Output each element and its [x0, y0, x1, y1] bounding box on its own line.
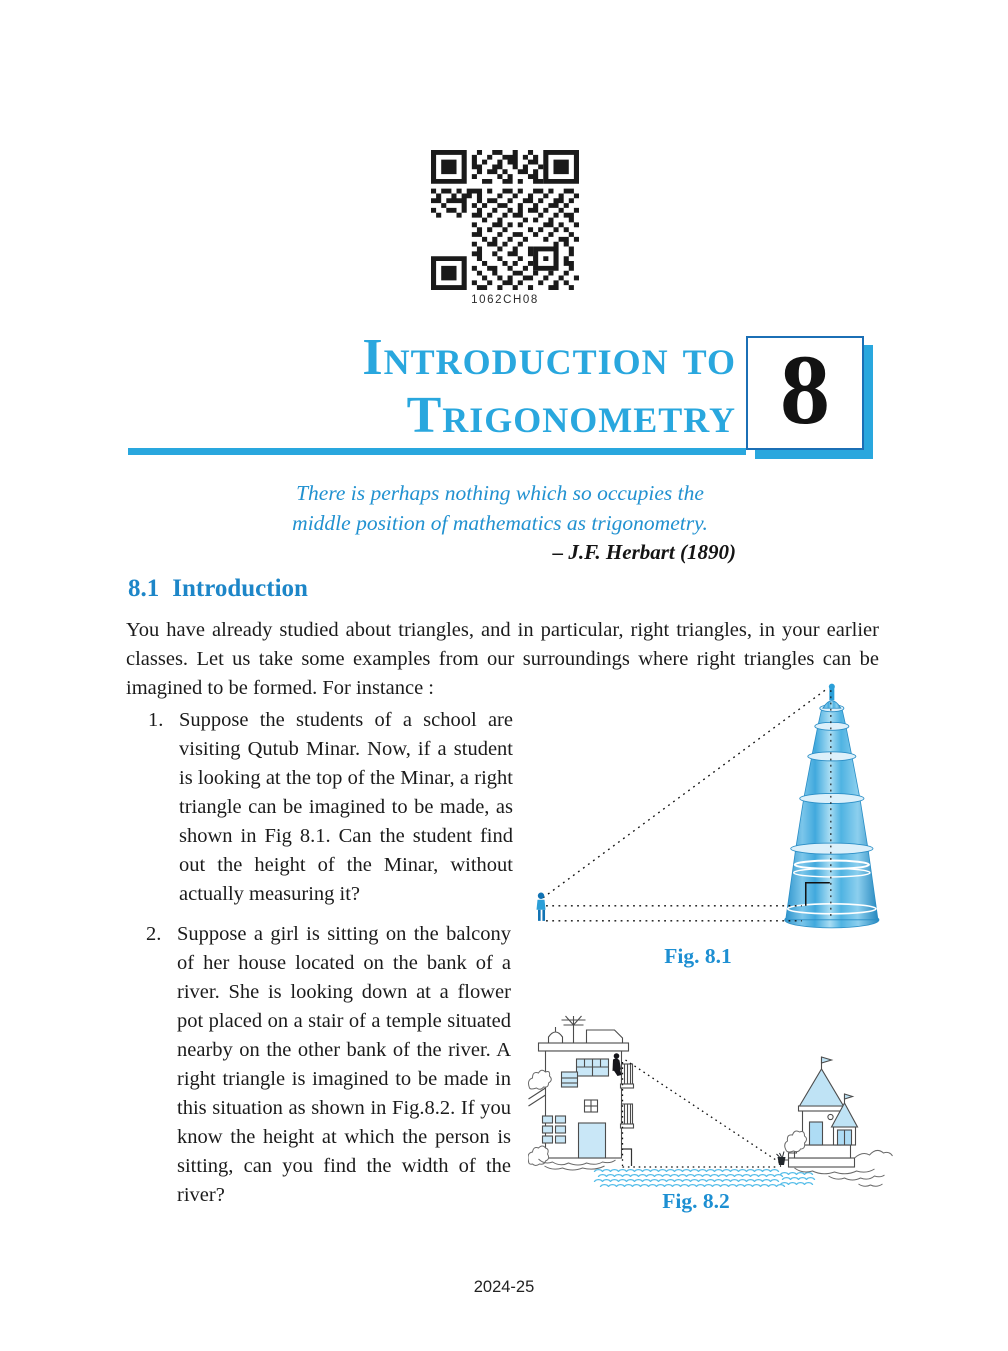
river-scene-illustration	[528, 1006, 894, 1194]
minar-tower	[785, 684, 879, 928]
example-item-1	[148, 706, 513, 909]
figure-8-2-caption: Fig. 8.2	[662, 1189, 730, 1213]
chapter-title-line2: Trigonometry	[406, 387, 736, 444]
qr-code-label: 1062CH08	[471, 294, 539, 306]
example-2-number: 2.	[146, 923, 162, 945]
intro-paragraph: You have already studied about triangles, and in particular, right triangles, in your earlier classes. Let us take some examples from our surroundings where right triangles can be imagined to be formed. For instance :	[126, 619, 879, 699]
right-angle-mark	[623, 1149, 632, 1166]
epigraph-line2: middle position of mathematics as trigonometry.	[292, 511, 708, 535]
epigraph	[250, 478, 750, 538]
figure-8-1-caption: Fig. 8.1	[664, 944, 732, 968]
sight-lines	[543, 688, 831, 921]
flower-pot	[777, 1152, 786, 1166]
qr-code-icon	[431, 150, 579, 290]
figure-8-1	[533, 676, 889, 932]
example-1-text: Suppose the students of a school are visiting Qutub Minar. Now, if a student is looking at the top of the Minar, a right triangle can be imagined to be made, as shown in Fig 8.1. Can the student find out the height of the Minar, without actually measuring it?	[179, 709, 513, 905]
example-item-2	[146, 920, 511, 1210]
sight-lines	[623, 1060, 781, 1167]
qutub-minar-illustration	[533, 676, 889, 932]
chapter-number-box	[746, 336, 864, 450]
epigraph-attribution: – J.F. Herbart (1890)	[552, 540, 736, 564]
figure-8-2	[528, 1006, 894, 1194]
section-title: Introduction	[172, 575, 308, 602]
epigraph-line1: There is perhaps nothing which so occupies the	[296, 481, 704, 505]
example-1-number: 1.	[148, 709, 164, 731]
chapter-title	[130, 329, 736, 445]
qr-block	[431, 150, 579, 306]
page-footer: 2024-25	[473, 1278, 535, 1296]
chapter-title-line1: Introduction to	[362, 329, 736, 386]
temple	[781, 1057, 893, 1186]
river-water	[595, 1170, 815, 1187]
example-2-text: Suppose a girl is sitting on the balcony of her house located on the bank of a river. She is looking down at a flower pot placed on a stair of a temple situated nearby on the other bank of the river. A right triangle is imagined to be made in this situation as shown in Fig.8.2. If you know the height at which the person is sitting, can you find the width of the river?	[177, 923, 511, 1206]
chapter-number: 8	[780, 334, 830, 445]
title-rule	[128, 448, 746, 455]
section-number: 8.1	[128, 575, 160, 602]
section-heading	[128, 575, 308, 603]
